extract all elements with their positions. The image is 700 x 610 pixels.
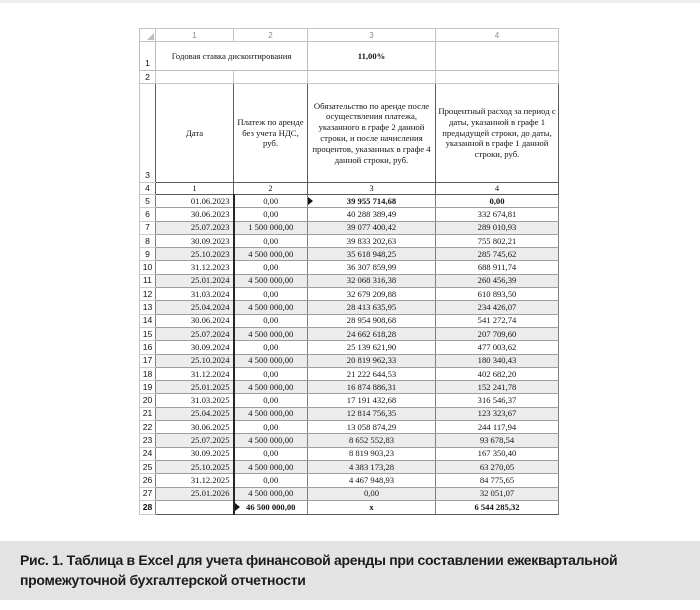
- row-number: 5: [140, 195, 156, 208]
- table-row: [140, 341, 559, 354]
- empty-cell: [156, 71, 234, 84]
- row-number: 2: [140, 71, 156, 84]
- liability-cell: 4 383 173,28: [308, 460, 436, 473]
- liability-cell: 40 288 389,49: [308, 208, 436, 221]
- empty-cell: [436, 71, 559, 84]
- payment-cell: 4 500 000,00: [234, 487, 308, 500]
- row-number: 8: [140, 234, 156, 247]
- graph-number-2: 2: [234, 183, 308, 195]
- interest-cell: 180 340,43: [436, 354, 559, 367]
- interest-cell: 93 678,54: [436, 434, 559, 447]
- interest-cell: 260 456,39: [436, 274, 559, 287]
- payment-cell: 4 500 000,00: [234, 460, 308, 473]
- row-number: 12: [140, 288, 156, 301]
- row-number: 26: [140, 474, 156, 487]
- row-number: 17: [140, 354, 156, 367]
- liability-cell: 35 618 948,25: [308, 248, 436, 261]
- column-header-1: 1: [156, 29, 234, 42]
- table-row: [140, 460, 559, 473]
- date-cell: 25.10.2025: [156, 460, 234, 473]
- table-row: [140, 407, 559, 420]
- payment-cell: 0,00: [234, 367, 308, 380]
- total-row: [140, 500, 559, 514]
- payment-cell: 0,00: [234, 447, 308, 460]
- empty-cell: [436, 42, 559, 71]
- row-number: 6: [140, 208, 156, 221]
- interest-cell: 234 426,07: [436, 301, 559, 314]
- interest-cell: 289 010,93: [436, 221, 559, 234]
- table-row: [140, 221, 559, 234]
- table-row: [140, 327, 559, 340]
- payment-cell: 0,00: [234, 474, 308, 487]
- liability-cell: 24 662 618,28: [308, 327, 436, 340]
- liability-cell: 21 222 644,53: [308, 367, 436, 380]
- liability-cell: [308, 195, 436, 208]
- date-cell: 31.03.2024: [156, 288, 234, 301]
- graph-number-3: 3: [308, 183, 436, 195]
- payment-total-cell: [234, 500, 308, 514]
- graph-number-1: 1: [156, 183, 234, 195]
- liability-total-cell: x: [308, 500, 436, 514]
- table-row: [140, 434, 559, 447]
- table-row: [140, 354, 559, 367]
- date-cell: 25.10.2024: [156, 354, 234, 367]
- payment-total-value: 46 500 000,00: [246, 501, 296, 512]
- date-cell: 31.03.2025: [156, 394, 234, 407]
- row-number: 11: [140, 274, 156, 287]
- payment-cell: 0,00: [234, 288, 308, 301]
- column-header-4: 4: [436, 29, 559, 42]
- page-top-rule: [0, 0, 700, 3]
- figure-caption-band: [0, 541, 700, 600]
- interest-cell: 32 051,07: [436, 487, 559, 500]
- table-row: [140, 195, 559, 208]
- row-number: 24: [140, 447, 156, 460]
- row-number: 22: [140, 421, 156, 434]
- liability-cell: 13 058 874,29: [308, 421, 436, 434]
- discount-rate-label: Годовая ставка дисконтирования: [156, 42, 308, 71]
- header-liability: Обязательство по аренде после осуществления платежа, указанного в графе 2 данной строки, и после начисления процентов, указанных в графе 4 данной строки, руб.: [308, 84, 436, 183]
- liability-cell: 28 954 908,68: [308, 314, 436, 327]
- interest-cell: 402 682,20: [436, 367, 559, 380]
- date-cell: [156, 500, 234, 514]
- payment-cell: 4 500 000,00: [234, 274, 308, 287]
- row-number: 4: [140, 183, 156, 195]
- payment-cell: 0,00: [234, 208, 308, 221]
- payment-cell: 1 500 000,00: [234, 221, 308, 234]
- payment-cell: 4 500 000,00: [234, 434, 308, 447]
- liability-cell: 32 068 316,38: [308, 274, 436, 287]
- date-cell: 25.04.2024: [156, 301, 234, 314]
- payment-cell: 4 500 000,00: [234, 248, 308, 261]
- interest-cell: 207 709,60: [436, 327, 559, 340]
- table-row: [140, 208, 559, 221]
- column-header-2: 2: [234, 29, 308, 42]
- interest-cell: 688 911,74: [436, 261, 559, 274]
- payment-cell: 0,00: [234, 394, 308, 407]
- payment-cell: 0,00: [234, 341, 308, 354]
- date-cell: 01.06.2023: [156, 195, 234, 208]
- date-cell: 31.12.2023: [156, 261, 234, 274]
- payment-cell: 0,00: [234, 195, 308, 208]
- select-all-triangle-icon: [147, 33, 154, 40]
- table-row: [140, 474, 559, 487]
- liability-cell: 16 874 886,31: [308, 381, 436, 394]
- date-cell: 30.06.2024: [156, 314, 234, 327]
- date-cell: 30.06.2023: [156, 208, 234, 221]
- liability-cell: 36 307 859,99: [308, 261, 436, 274]
- interest-cell: 755 802,21: [436, 234, 559, 247]
- table-row: [140, 314, 559, 327]
- liability-cell: 0,00: [308, 487, 436, 500]
- liability-value: 39 955 714,68: [346, 195, 397, 206]
- payment-cell: 4 500 000,00: [234, 301, 308, 314]
- date-cell: 25.10.2023: [156, 248, 234, 261]
- column-header-3: 3: [308, 29, 436, 42]
- interest-cell: 63 270,05: [436, 460, 559, 473]
- date-cell: 25.01.2024: [156, 274, 234, 287]
- header-date: Дата: [156, 84, 234, 183]
- row-number: 9: [140, 248, 156, 261]
- graph-number-4: 4: [436, 183, 559, 195]
- liability-cell: 32 679 209,88: [308, 288, 436, 301]
- liability-cell: 17 191 432,68: [308, 394, 436, 407]
- date-cell: 31.12.2024: [156, 367, 234, 380]
- liability-cell: 12 814 756,35: [308, 407, 436, 420]
- discount-rate-value: 11,00%: [308, 42, 436, 71]
- date-cell: 30.06.2025: [156, 421, 234, 434]
- row-number: 19: [140, 381, 156, 394]
- date-cell: 25.07.2024: [156, 327, 234, 340]
- row-number: 7: [140, 221, 156, 234]
- payment-cell: 0,00: [234, 314, 308, 327]
- date-cell: 30.09.2025: [156, 447, 234, 460]
- date-cell: 25.04.2025: [156, 407, 234, 420]
- liability-cell: 20 819 962,33: [308, 354, 436, 367]
- cell-flag-triangle-icon: [235, 503, 240, 511]
- interest-cell: 477 003,62: [436, 341, 559, 354]
- cell-flag-triangle-icon: [308, 197, 313, 205]
- date-cell: 31.12.2025: [156, 474, 234, 487]
- row-number: 23: [140, 434, 156, 447]
- discount-rate-row: [140, 42, 559, 71]
- column-header-strip: [140, 29, 559, 42]
- table-row: [140, 301, 559, 314]
- interest-cell: 610 893,50: [436, 288, 559, 301]
- table-row: [140, 274, 559, 287]
- date-cell: 25.07.2023: [156, 221, 234, 234]
- row-number: 18: [140, 367, 156, 380]
- payment-cell: 0,00: [234, 421, 308, 434]
- liability-cell: 8 652 552,83: [308, 434, 436, 447]
- row-number: 27: [140, 487, 156, 500]
- lease-table: [139, 28, 559, 515]
- table-row: [140, 381, 559, 394]
- table-row: [140, 234, 559, 247]
- select-all-corner: [140, 29, 156, 42]
- date-cell: 25.01.2025: [156, 381, 234, 394]
- header-interest: Процентный расход за период с даты, указанной в графе 1 предыдущей строки, до даты, указанной в графе 1 данной строки, руб.: [436, 84, 559, 183]
- liability-cell: 25 139 621,90: [308, 341, 436, 354]
- empty-cell: [234, 71, 308, 84]
- row-number: 10: [140, 261, 156, 274]
- interest-cell: 167 350,40: [436, 447, 559, 460]
- table-row: [140, 394, 559, 407]
- date-cell: 25.07.2025: [156, 434, 234, 447]
- liability-cell: 4 467 948,93: [308, 474, 436, 487]
- date-cell: 30.09.2023: [156, 234, 234, 247]
- row-number: 21: [140, 407, 156, 420]
- header-payment: Платеж по аренде без учета НДС, руб.: [234, 84, 308, 183]
- table-row: [140, 288, 559, 301]
- row-number: 20: [140, 394, 156, 407]
- payment-cell: 0,00: [234, 234, 308, 247]
- empty-cell: [308, 71, 436, 84]
- interest-cell: 332 674,81: [436, 208, 559, 221]
- row-number: 14: [140, 314, 156, 327]
- table-row: [140, 447, 559, 460]
- liability-cell: 39 833 202,63: [308, 234, 436, 247]
- row-number: 28: [140, 500, 156, 514]
- spacer-row: [140, 71, 559, 84]
- interest-cell: 541 272,74: [436, 314, 559, 327]
- interest-cell: 0,00: [436, 195, 559, 208]
- interest-cell: 316 546,37: [436, 394, 559, 407]
- liability-cell: 39 077 400,42: [308, 221, 436, 234]
- interest-total-cell: 6 544 285,32: [436, 500, 559, 514]
- liability-cell: 28 413 635,95: [308, 301, 436, 314]
- payment-cell: 4 500 000,00: [234, 381, 308, 394]
- excel-sheet: [139, 28, 558, 515]
- row-number: 15: [140, 327, 156, 340]
- interest-cell: 123 323,67: [436, 407, 559, 420]
- interest-cell: 84 775,65: [436, 474, 559, 487]
- row-number: 13: [140, 301, 156, 314]
- graph-number-row: [140, 183, 559, 195]
- row-number: 3: [140, 84, 156, 183]
- payment-cell: 4 500 000,00: [234, 407, 308, 420]
- payment-cell: 4 500 000,00: [234, 354, 308, 367]
- interest-cell: 244 117,94: [436, 421, 559, 434]
- row-number: 1: [140, 42, 156, 71]
- payment-cell: 0,00: [234, 261, 308, 274]
- table-row: [140, 248, 559, 261]
- interest-cell: 152 241,78: [436, 381, 559, 394]
- figure-caption: Рис. 1. Таблица в Excel для учета финансовой аренды при составлении ежеквартальной промежуточной бухгалтерской отчетности: [20, 552, 618, 588]
- table-row: [140, 487, 559, 500]
- interest-cell: 285 745,62: [436, 248, 559, 261]
- row-number: 16: [140, 341, 156, 354]
- liability-cell: 8 819 903,23: [308, 447, 436, 460]
- table-row: [140, 261, 559, 274]
- row-number: 25: [140, 460, 156, 473]
- table-row: [140, 367, 559, 380]
- table-row: [140, 421, 559, 434]
- table-header-row: [140, 84, 559, 183]
- date-cell: 25.01.2026: [156, 487, 234, 500]
- payment-cell: 4 500 000,00: [234, 327, 308, 340]
- date-cell: 30.09.2024: [156, 341, 234, 354]
